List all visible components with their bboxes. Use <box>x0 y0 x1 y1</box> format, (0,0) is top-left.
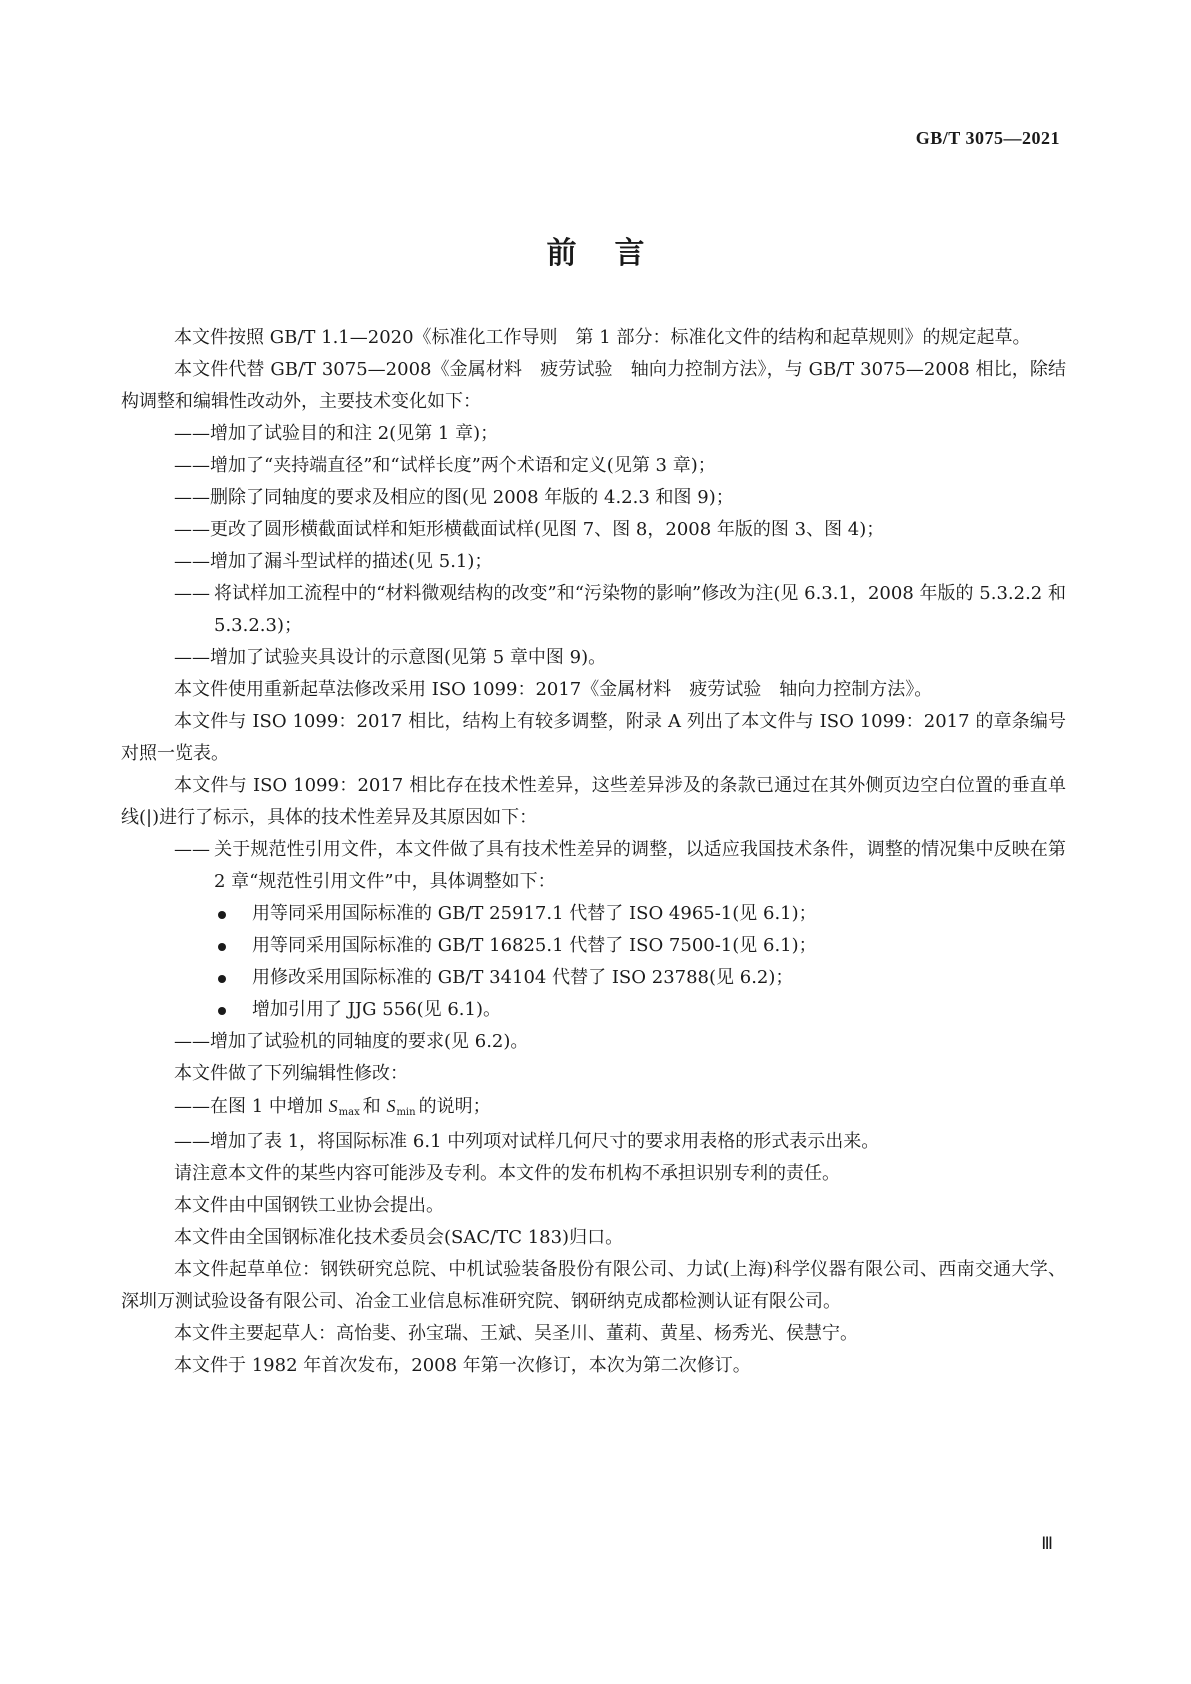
change-item: ——增加了试验目的和注 2(见第 1 章)； <box>174 423 499 444</box>
change-item: —— 将试样加工流程中的“材料微观结构的改变”和“污染物的影响”修改为注(见 6.3.1，2008 年版的 5.3.2.2 和 5.3.2.3)； <box>174 583 1066 636</box>
bullet-item: 用等同采用国际标准的 GB/T 25917.1 代替了 ISO 4965-1(见 6.1)； <box>121 898 1066 930</box>
bullet-dot-icon <box>218 943 226 951</box>
intro-paragraph-2: 本文件代替 GB/T 3075—2008《金属材料 疲劳试验 轴向力控制方法》，与 GB/T 3075—2008 相比，除结构调整和编辑性改动外，主要技术变化如下： <box>121 359 1066 412</box>
standard-code: GB/T 3075—2021 <box>915 128 1060 148</box>
page-number: Ⅲ <box>1041 1534 1053 1553</box>
adoption-paragraph: 本文件使用重新起草法修改采用 ISO 1099：2017《金属材料 疲劳试验 轴向力控制方法》。 <box>174 679 933 700</box>
change-item: ——删除了同轴度的要求及相应的图(见 2008 年版的 4.2.3 和图 9)； <box>174 487 734 508</box>
editorial-intro: 本文件做了下列编辑性修改： <box>174 1063 408 1084</box>
page-title: 前言 <box>546 236 683 271</box>
intro-paragraph-1: 本文件按照 GB/T 1.1—2020《标准化工作导则 第 1 部分：标准化文件的结构和起草规则》的规定起草。 <box>174 327 1031 348</box>
history-paragraph: 本文件于 1982 年首次发布，2008 年第一次修订，本次为第二次修订。 <box>174 1355 751 1376</box>
bullet-item: 用等同采用国际标准的 GB/T 16825.1 代替了 ISO 7500-1(见 6.1)； <box>121 930 1066 962</box>
change-item: ——增加了漏斗型试样的描述(见 5.1)； <box>174 551 493 572</box>
foreword-body <box>121 322 1066 1382</box>
tech-diff-paragraph: 本文件与 ISO 1099：2017 相比存在技术性差异，这些差异涉及的条款已通过在其外侧页边空白位置的垂直单线(|)进行了标示，具体的技术性差异及其原因如下： <box>121 775 1066 828</box>
structure-paragraph: 本文件与 ISO 1099：2017 相比，结构上有较多调整，附录 A 列出了本文件与 ISO 1099：2017 的章条编号对照一览表。 <box>121 711 1066 764</box>
editorial-item: ——在图 1 中增加 Smax 和 Smin 的说明； <box>174 1096 491 1118</box>
bullet-dot-icon <box>218 911 226 919</box>
drafting-units-paragraph: 本文件起草单位：钢铁研究总院、中机试验装备股份有限公司、力试(上海)科学仪器有限公司、西南交通大学、深圳万测试验设备有限公司、冶金工业信息标准研究院、钢研纳克成都检测认证有限公司。 <box>121 1259 1066 1312</box>
change-item: ——增加了“夹持端直径”和“试样长度”两个术语和定义(见第 3 章)； <box>174 455 716 476</box>
drafters-paragraph: 本文件主要起草人：高怡斐、孙宝瑞、王斌、吴圣川、董莉、黄星、杨秀光、侯慧宁。 <box>174 1323 858 1344</box>
patent-paragraph: 请注意本文件的某些内容可能涉及专利。本文件的发布机构不承担识别专利的责任。 <box>174 1163 840 1184</box>
bullet-dot-icon <box>218 1007 226 1015</box>
tech-diff-item: —— 关于规范性引用文件，本文件做了具有技术性差异的调整，以适应我国技术条件，调整的情况集中反映在第 2 章“规范性引用文件”中，具体调整如下： <box>174 839 1066 892</box>
change-item: ——增加了试验夹具设计的示意图(见第 5 章中图 9)。 <box>174 647 607 668</box>
bullet-dot-icon <box>218 975 226 983</box>
tech-diff-item: ——增加了试验机的同轴度的要求(见 6.2)。 <box>174 1031 529 1052</box>
centralized-paragraph: 本文件由全国钢标准化技术委员会(SAC/TC 183)归口。 <box>174 1227 624 1248</box>
bullet-item: 用修改采用国际标准的 GB/T 34104 代替了 ISO 23788(见 6.2)； <box>121 962 1066 994</box>
change-item: ——更改了圆形横截面试样和矩形横截面试样(见图 7、图 8，2008 年版的图 3、图 4)； <box>174 519 885 540</box>
bullet-item: 增加引用了 JJG 556(见 6.1)。 <box>121 994 1066 1026</box>
editorial-item: ——增加了表 1，将国际标准 6.1 中列项对试样几何尺寸的要求用表格的形式表示出来。 <box>174 1131 880 1152</box>
proposer-paragraph: 本文件由中国钢铁工业协会提出。 <box>174 1195 444 1216</box>
